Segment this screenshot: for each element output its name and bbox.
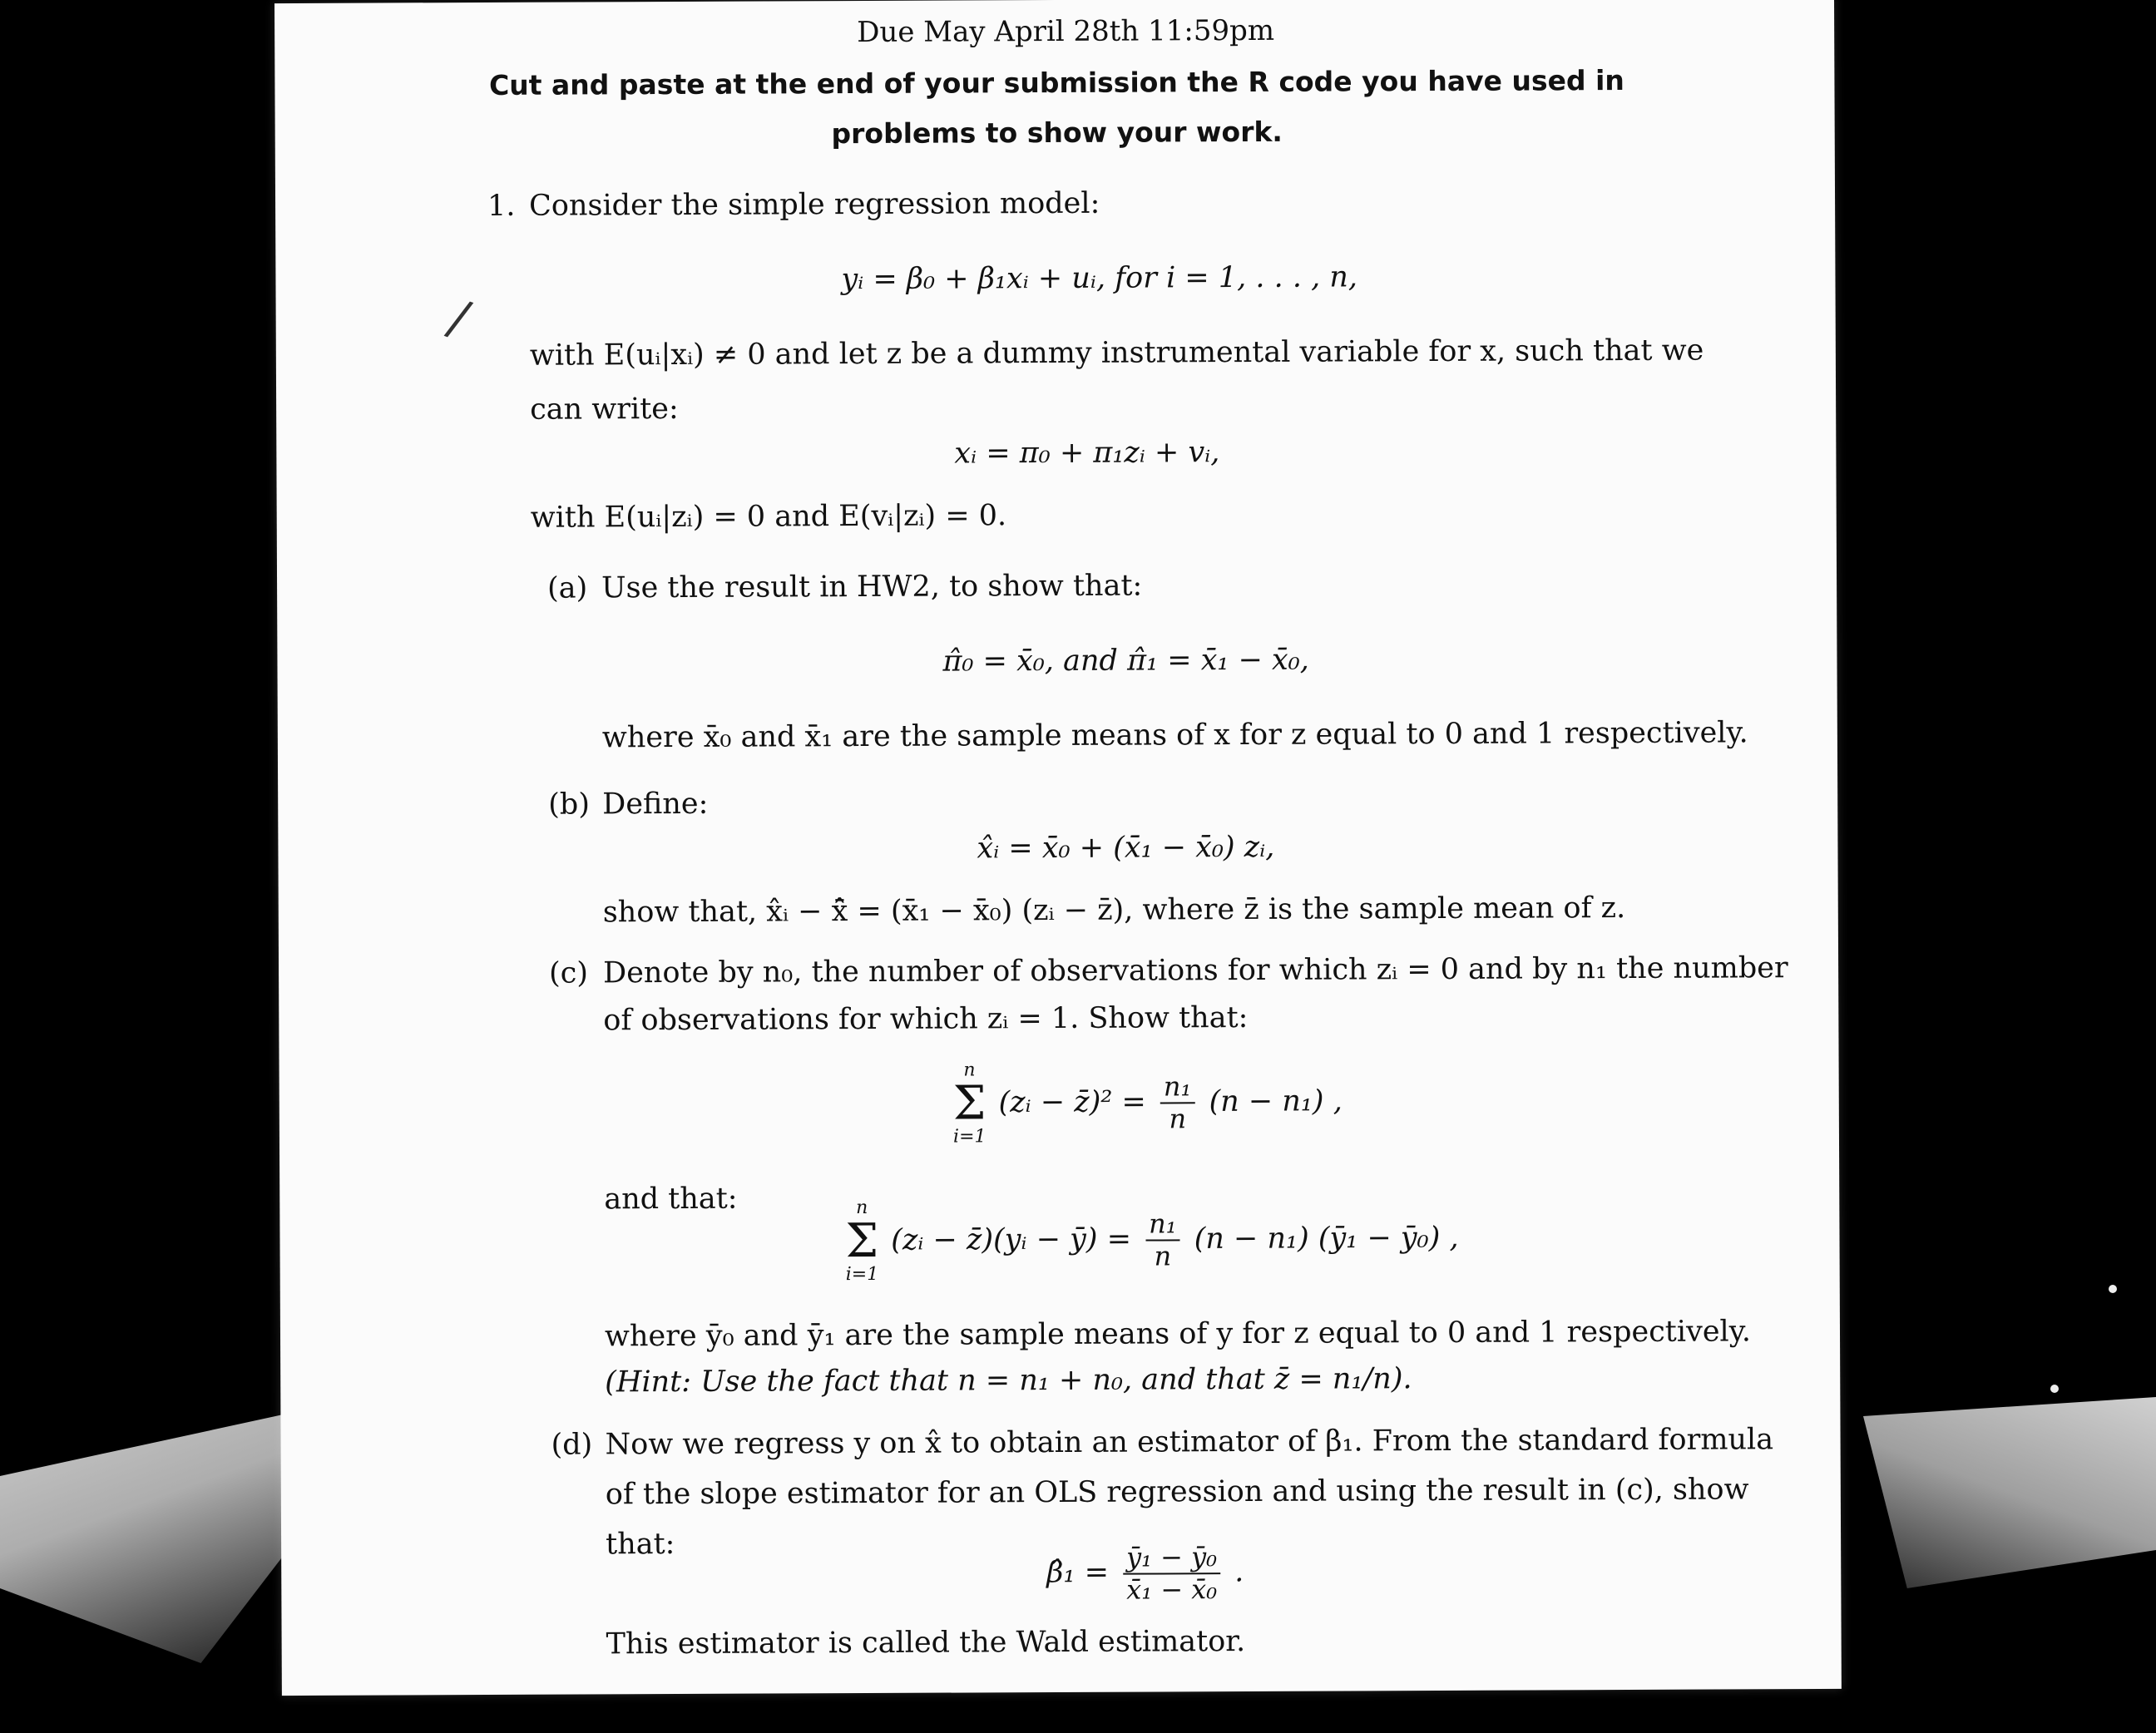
sum-upper-limit: n	[963, 1059, 976, 1081]
sigma-symbol: Σ	[845, 1214, 879, 1269]
part-b-show: show that, x̂ᵢ − x̄̂ = (x̄₁ − x̄₀) (zᵢ − z̄), where z̄ is the sample mean of z.	[602, 891, 1626, 930]
equation-lhs: β̂₁ =	[1046, 1556, 1110, 1590]
document-page	[274, 0, 1842, 1696]
summation	[953, 1060, 987, 1148]
equation-body: (zᵢ − z̄)² =	[998, 1085, 1146, 1119]
speck	[2109, 1285, 2117, 1293]
regression-equation: yᵢ = β₀ + β₁xᵢ + uᵢ, for i = 1, . . . , n,	[841, 260, 1358, 297]
part-c-equation-1	[953, 1059, 1343, 1148]
part-d-text-1: Now we regress y on x̂ to obtain an estimator of β₁. From the standard formula	[605, 1423, 1774, 1462]
summation	[845, 1198, 878, 1286]
background-paper-glare-right	[1863, 1397, 2156, 1588]
part-b-text: Define:	[602, 787, 709, 822]
part-c-and-that: and that:	[604, 1182, 738, 1217]
part-c-equation-2	[845, 1196, 1459, 1286]
problem-1-intro: Consider the simple regression model:	[528, 186, 1100, 223]
part-c-text-2: of observations for which zᵢ = 1. Show that:	[603, 1000, 1249, 1038]
fraction	[1145, 1209, 1180, 1272]
problem-1-conditions: with E(uᵢ|zᵢ) = 0 and E(vᵢ|zᵢ) = 0.	[530, 499, 1007, 535]
part-a-label: (a)	[546, 571, 588, 605]
part-c-hint: (Hint: Use the fact that n = n₁ + n₀, and that z̄ = n₁/n).	[605, 1362, 1412, 1400]
equation-body: (zᵢ − z̄)(yᵢ − ȳ) =	[891, 1222, 1132, 1257]
submission-instructions: Cut and paste at the end of your submission the R code you have used in problems to show your work.	[488, 64, 1624, 151]
sum-upper-limit: n	[855, 1197, 868, 1219]
due-date: Due May April 28th 11:59pm	[857, 13, 1275, 50]
part-c-text-1: Denote by n₀, the number of observations for which zᵢ = 0 and by n₁ the number	[603, 951, 1788, 990]
problem-1-number: 1.	[487, 189, 516, 223]
equation-tail: (n − n₁) ,	[1209, 1084, 1343, 1118]
speck	[2050, 1385, 2059, 1393]
fraction-numerator: n₁	[1160, 1072, 1195, 1104]
fraction-denominator: n	[1169, 1103, 1187, 1135]
fraction	[1160, 1072, 1195, 1135]
part-d-label: (d)	[551, 1428, 593, 1462]
part-a-where: where x̄₀ and x̄₁ are the sample means of x for z equal to 0 and 1 respectively.	[601, 716, 1748, 755]
fraction-numerator: n₁	[1145, 1209, 1180, 1242]
part-b-equation: x̂ᵢ = x̄₀ + (x̄₁ − x̄₀) zᵢ,	[977, 830, 1275, 866]
part-c-where: where ȳ₀ and ȳ₁ are the sample means of y for z equal to 0 and 1 respectively.	[604, 1315, 1752, 1354]
part-a-text: Use the result in HW2, to show that:	[601, 569, 1143, 605]
problem-1-can-write: can write:	[530, 392, 679, 427]
problem-1-with-line: with E(uᵢ|xᵢ) ≠ 0 and let z be a dummy instrumental variable for x, such that we	[529, 333, 1704, 373]
fraction-denominator: n	[1154, 1240, 1172, 1272]
part-c-label: (c)	[549, 956, 589, 990]
part-d-text-3: that:	[606, 1528, 675, 1562]
first-stage-equation: xᵢ = π₀ + π₁zᵢ + vᵢ,	[954, 436, 1220, 471]
sum-lower-limit: i=1	[952, 1126, 987, 1148]
check-mark: /	[441, 288, 477, 349]
sum-lower-limit: i=1	[845, 1264, 879, 1286]
wald-estimator-equation	[1046, 1542, 1244, 1606]
part-a-equation: π̂₀ = x̄₀, and π̂₁ = x̄₁ − x̄₀,	[942, 643, 1309, 679]
part-d-closing: This estimator is called the Wald estimator.	[606, 1625, 1246, 1661]
fraction-denominator: x̄₁ − x̄₀	[1126, 1573, 1218, 1606]
equation-tail: (n − n₁) (ȳ₁ − ȳ₀) ,	[1194, 1221, 1459, 1256]
sigma-symbol: Σ	[952, 1076, 987, 1131]
background-paper-glare-left	[0, 1414, 287, 1663]
fraction-numerator: ȳ₁ − ȳ₀	[1123, 1542, 1220, 1574]
part-d-text-2: of the slope estimator for an OLS regression and using the result in (c), show	[605, 1473, 1749, 1512]
equation-tail: .	[1234, 1555, 1244, 1589]
fraction	[1123, 1542, 1220, 1605]
part-b-label: (b)	[548, 788, 591, 822]
